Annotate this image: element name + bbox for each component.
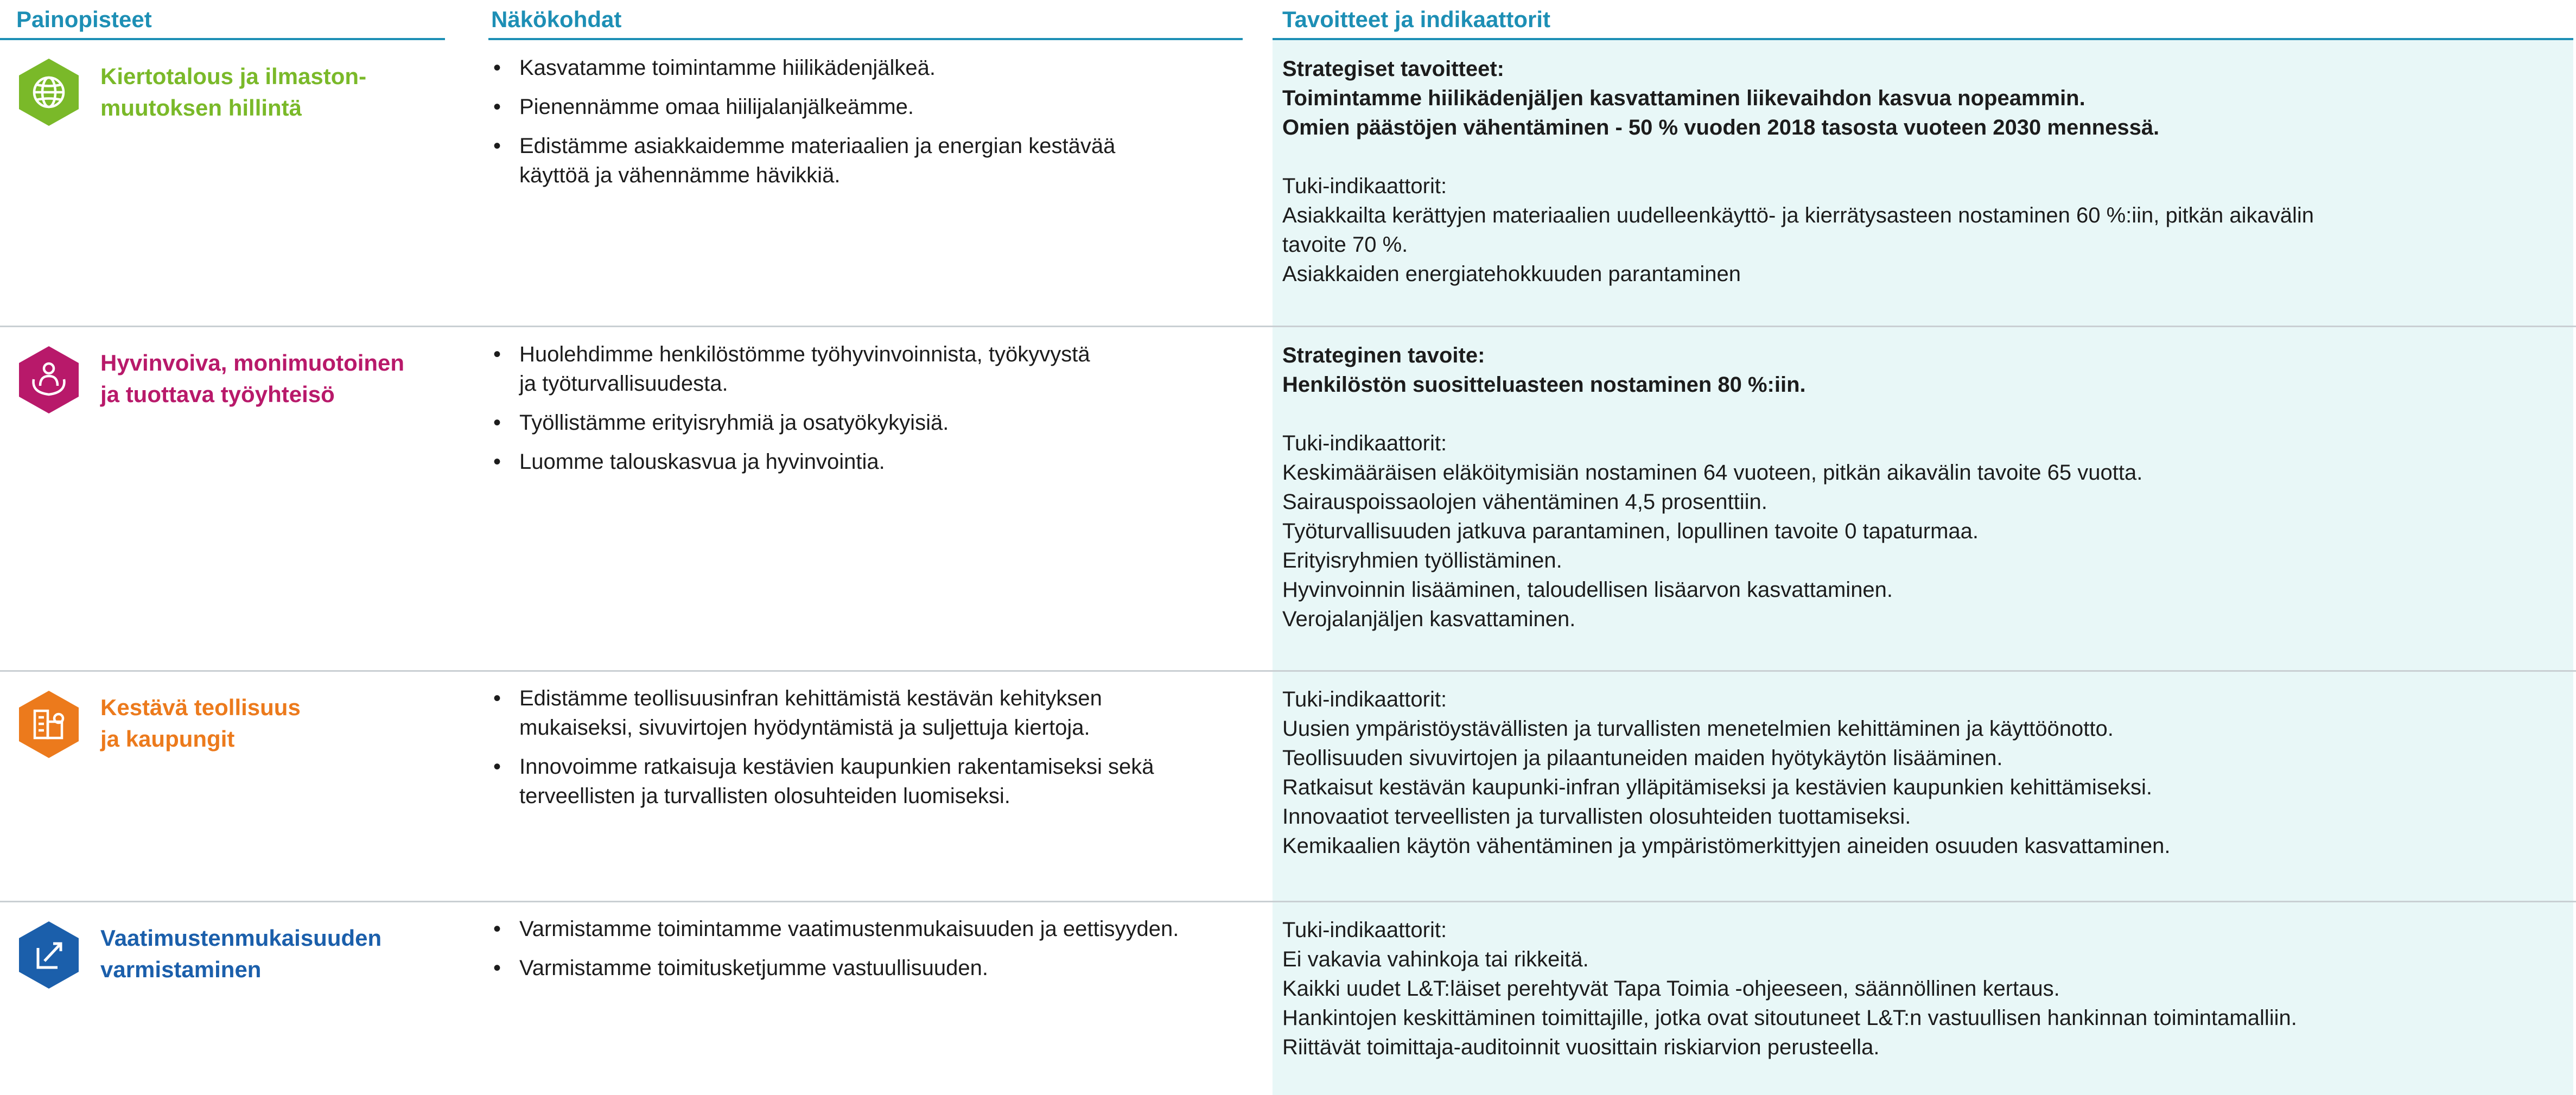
- strategic-heading: Strateginen tavoite:: [1282, 343, 1485, 367]
- header-goals: Tavoitteet ja indikaattorit: [1282, 7, 1550, 32]
- goals-indicators: [1282, 54, 2563, 289]
- viewpoints-list: [491, 340, 1262, 486]
- support-indicator: tavoite 70 %.: [1282, 233, 1408, 257]
- viewpoints-list: [491, 684, 1262, 820]
- list-item: • Pienennämme omaa hiilijalanjälkeämme.: [491, 92, 1262, 122]
- support-indicator: Verojalanjäljen kasvattaminen.: [1282, 607, 1576, 631]
- header-underline-left: [0, 38, 445, 40]
- people-icon: [16, 345, 81, 415]
- support-indicator: Kemikaalien käytön vähentäminen ja ympäristömerkittyjen aineiden osuuden kasvattaminen.: [1282, 834, 2171, 858]
- list-item: • Varmistamme toimintamme vaatimustenmukaisuuden ja eettisyyden.: [491, 914, 1262, 944]
- support-indicator: Erityisryhmien työllistäminen.: [1282, 549, 1562, 572]
- strategic-goal: Omien päästöjen vähentäminen - 50 % vuoden 2018 tasosta vuoteen 2030 mennessä.: [1282, 116, 2160, 139]
- support-indicator: Asiakkaiden energiatehokkuuden parantaminen: [1282, 262, 1741, 286]
- support-indicator: Hyvinvoinnin lisääminen, taloudellisen lisäarvon kasvattaminen.: [1282, 578, 1893, 602]
- row-separator: [0, 670, 2576, 672]
- goals-indicators: [1282, 915, 2563, 1062]
- list-item: • Luomme talouskasvua ja hyvinvointia.: [491, 447, 1262, 476]
- support-indicator: Teollisuuden sivuvirtojen ja pilaantuneiden maiden hyötykäytön lisääminen.: [1282, 746, 2003, 770]
- list-item: • Kasvatamme toimintamme hiilikädenjälkeä.: [491, 53, 1262, 82]
- globe-icon: [16, 57, 81, 128]
- list-item: • Edistämme asiakkaidemme materiaalien ja energian kestävää käyttöä ja vähennämme hävikkiä.: [491, 131, 1262, 190]
- support-indicator: Työturvallisuuden jatkuva parantaminen, lopullinen tavoite 0 tapaturmaa.: [1282, 519, 1979, 543]
- checkmark-icon: [16, 920, 81, 990]
- viewpoints-list: [491, 53, 1262, 200]
- priority-title: Vaatimustenmukaisuuden varmistaminen: [100, 925, 382, 982]
- support-indicator: Riittävät toimittaja-auditoinnit vuosittain riskiarvion perusteella.: [1282, 1035, 1880, 1059]
- strategic-heading: Strategiset tavoitteet:: [1282, 57, 1504, 81]
- support-indicator: Ratkaisut kestävän kaupunki-infran ylläpitämiseksi ja kestävien kaupunkien kehittämiseksi.: [1282, 775, 2153, 799]
- strategic-goal: Henkilöstön suositteluasteen nostaminen 80 %:iin.: [1282, 373, 1806, 397]
- support-heading: Tuki-indikaattorit:: [1282, 174, 1447, 198]
- support-heading: Tuki-indikaattorit:: [1282, 687, 1447, 711]
- support-indicator: Uusien ympäristöystävällisten ja turvallisten menetelmien kehittäminen ja käyttöönotto.: [1282, 717, 2114, 741]
- support-indicator: Ei vakavia vahinkoja tai rikkeitä.: [1282, 947, 1589, 971]
- support-indicator: Kaikki uudet L&T:läiset perehtyvät Tapa Toimia -ohjeeseen, säännöllinen kertaus.: [1282, 977, 2060, 1001]
- support-indicator: Asiakkailta kerättyjen materiaalien uudelleenkäyttö- ja kierrätysasteen nostaminen 60 %:iin, pitkän aikavälin: [1282, 203, 2314, 227]
- strategic-goal: Toimintamme hiilikädenjäljen kasvattaminen liikevaihdon kasvua nopeammin.: [1282, 86, 2085, 110]
- priority-title: Kestävä teollisuus ja kaupungit: [100, 695, 301, 752]
- goals-indicators: [1282, 685, 2563, 861]
- list-item: • Työllistämme erityisryhmiä ja osatyökykyisiä.: [491, 408, 1262, 437]
- header-viewpoints: Näkökohdat: [491, 7, 622, 32]
- support-indicator: Innovaatiot terveellisten ja turvallisten olosuhteiden tuottamiseksi.: [1282, 805, 1911, 829]
- list-item: • Edistämme teollisuusinfran kehittämistä kestävän kehityksen mukaiseksi, sivuvirtojen hyödyntämistä ja suljettuja kiertoja.: [491, 684, 1262, 742]
- row-separator: [0, 326, 2576, 327]
- support-heading: Tuki-indikaattorit:: [1282, 431, 1447, 455]
- list-item: • Innovoimme ratkaisuja kestävien kaupunkien rakentamiseksi sekä terveellisten ja turvallisten olosuhteiden luomiseksi.: [491, 752, 1262, 811]
- goals-indicators: [1282, 341, 2563, 634]
- support-indicator: Keskimääräisen eläköitymisiän nostaminen 64 vuoteen, pitkän aikavälin tavoite 65 vuotta.: [1282, 461, 2143, 485]
- list-item: • Huolehdimme henkilöstömme työhyvinvoinnista, työkyvystä ja työturvallisuudesta.: [491, 340, 1262, 398]
- header-priorities: Painopisteet: [16, 7, 152, 32]
- header-underline-middle: [488, 38, 1243, 40]
- industry-city-icon: [16, 689, 81, 760]
- support-indicator: Hankintojen keskittäminen toimittajille, jotka ovat sitoutuneet L&T:n vastuullisen hankinnan toimintamalliin.: [1282, 1006, 2297, 1030]
- support-indicator: Sairauspoissaolojen vähentäminen 4,5 prosenttiin.: [1282, 490, 1767, 514]
- row-separator: [0, 901, 2576, 902]
- list-item: • Varmistamme toimitusketjumme vastuullisuuden.: [491, 953, 1262, 983]
- priority-title: Hyvinvoiva, monimuotoinen ja tuottava työyhteisö: [100, 350, 405, 407]
- support-heading: Tuki-indikaattorit:: [1282, 918, 1447, 942]
- viewpoints-list: [491, 914, 1262, 992]
- priority-title: Kiertotalous ja ilmaston- muutoksen hillintä: [100, 63, 367, 120]
